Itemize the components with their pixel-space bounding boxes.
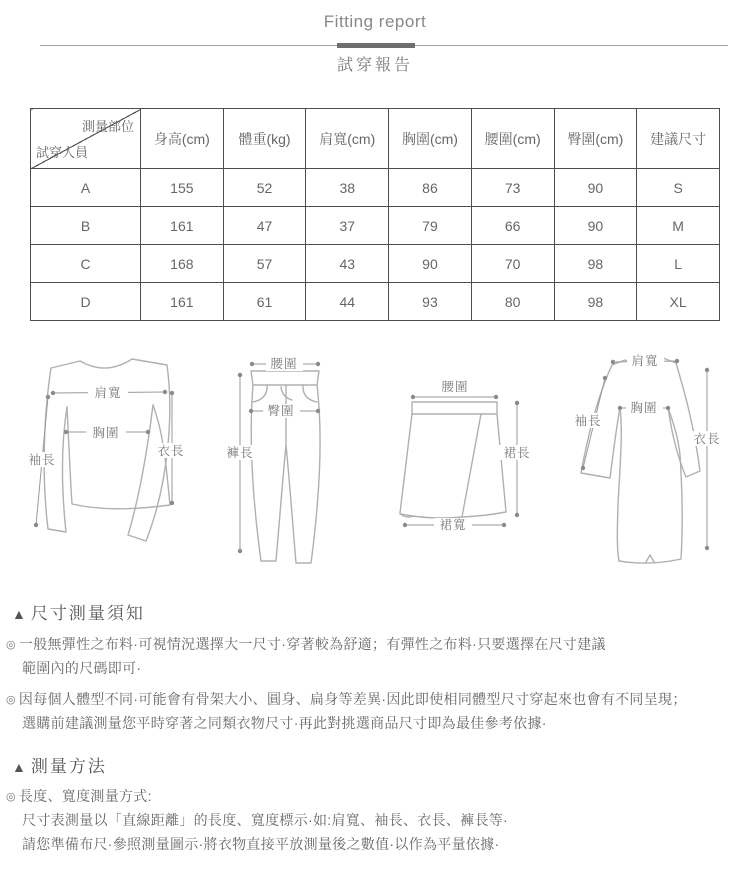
col-header-waist: 腰圍(cm) — [471, 109, 554, 169]
measure-label-skirt-waist: 腰圍 — [441, 380, 469, 394]
value-cell: 168 — [141, 245, 224, 283]
table-row — [31, 207, 720, 245]
note-line — [6, 634, 606, 654]
measure-label-sleeve: 袖長 — [28, 453, 56, 467]
col-header-hip: 臀圍(cm) — [554, 109, 637, 169]
pants-diagram — [221, 357, 320, 563]
method-text: 長度、寬度測量方式: — [18, 788, 152, 804]
page-title-en: Fitting report — [323, 12, 427, 31]
fitting-table — [30, 108, 720, 321]
col-header-height: 身高(cm) — [141, 109, 224, 169]
value-cell: 52 — [223, 169, 306, 207]
method-text: 請您準備布尺·參照測量圖示·將衣物直接平放測量後之數值·以作為平量依據· — [22, 836, 500, 852]
method-heading-text: 測量方法 — [30, 757, 107, 776]
title-divider-accent — [337, 43, 415, 48]
skirt-diagram — [400, 380, 536, 532]
value-cell: 161 — [141, 283, 224, 321]
bullet-marker: ◎ — [6, 694, 16, 706]
note-line — [22, 658, 141, 678]
value-cell: 90 — [554, 207, 637, 245]
value-cell: 70 — [471, 245, 554, 283]
title-divider — [40, 45, 728, 46]
value-cell: 66 — [471, 207, 554, 245]
note-text: 選購前建議測量您平時穿著之同類衣物尺寸·再此對挑選商品尺寸即為最佳參考依據· — [22, 715, 547, 731]
method-line — [22, 810, 508, 830]
method-line — [6, 786, 152, 806]
person-cell: B — [31, 207, 141, 245]
value-cell: 86 — [389, 169, 472, 207]
measure-label-length: 衣長 — [157, 444, 185, 458]
value-cell: 161 — [141, 207, 224, 245]
table-header-row — [31, 109, 720, 169]
method-heading — [12, 752, 107, 777]
value-cell: 98 — [554, 283, 637, 321]
col-header-shoulder: 肩寬(cm) — [306, 109, 389, 169]
notes-heading — [12, 599, 145, 624]
triangle-marker: ▲ — [12, 759, 28, 775]
measure-label-pants-length: 褲長 — [226, 446, 254, 460]
person-cell: C — [31, 245, 141, 283]
shirt-diagram — [24, 359, 190, 541]
value-cell: 90 — [389, 245, 472, 283]
dress-diagram — [569, 353, 726, 563]
corner-label-part: 測量部位 — [81, 119, 134, 134]
note-text: 因每個人體型不同·可能會有骨架大小、圓身、扁身等差異·因此即使相同體型尺寸穿起來也會有不同呈現； — [18, 691, 687, 707]
value-cell: L — [637, 245, 720, 283]
value-cell: 57 — [223, 245, 306, 283]
value-cell: 61 — [223, 283, 306, 321]
col-header-size: 建議尺寸 — [637, 109, 720, 169]
note-line — [22, 713, 547, 733]
method-text: 尺寸表測量以「直線距離」的長度、寬度標示·如:肩寬、袖長、衣長、褲長等· — [22, 812, 509, 828]
page-title-zh: 試穿報告 — [336, 57, 413, 74]
note-line — [6, 689, 687, 709]
measure-label-dress-shoulder: 肩寬 — [631, 354, 659, 368]
corner-label-person: 試穿人員 — [36, 145, 89, 160]
bullet-marker: ◎ — [6, 639, 16, 651]
measure-label-dress-length: 衣長 — [693, 432, 721, 446]
value-cell: S — [637, 169, 720, 207]
measure-label-skirt-length: 裙長 — [503, 446, 531, 460]
measure-label-chest: 胸圍 — [92, 426, 120, 440]
note-text: 範圍內的尺碼即可· — [22, 660, 142, 676]
value-cell: 73 — [471, 169, 554, 207]
triangle-marker: ▲ — [12, 606, 28, 622]
notes-heading-text: 尺寸測量須知 — [30, 604, 145, 623]
value-cell: 79 — [389, 207, 472, 245]
value-cell: 44 — [306, 283, 389, 321]
value-cell: M — [637, 207, 720, 245]
measure-label-dress-chest: 胸圍 — [630, 401, 658, 415]
table-row — [31, 283, 720, 321]
bullet-marker: ◎ — [6, 791, 16, 803]
note-text: 一般無彈性之布料·可視情況選擇大一尺寸·穿著較為舒適；有彈性之布料·只要選擇在尺寸建議 — [18, 636, 606, 652]
person-cell: D — [31, 283, 141, 321]
value-cell: 47 — [223, 207, 306, 245]
table-row — [31, 169, 720, 207]
value-cell: 43 — [306, 245, 389, 283]
measure-label-shoulder: 肩寬 — [94, 386, 122, 400]
method-line — [22, 834, 499, 854]
corner-cell — [31, 109, 141, 169]
measurement-diagrams — [0, 345, 750, 580]
value-cell: XL — [637, 283, 720, 321]
measure-label-hip: 臀圍 — [267, 404, 295, 418]
measure-label-skirt-width: 裙寬 — [439, 518, 467, 532]
value-cell: 98 — [554, 245, 637, 283]
value-cell: 93 — [389, 283, 472, 321]
value-cell: 155 — [141, 169, 224, 207]
col-header-weight: 體重(kg) — [223, 109, 306, 169]
col-header-chest: 胸圍(cm) — [389, 109, 472, 169]
person-cell: A — [31, 169, 141, 207]
value-cell: 38 — [306, 169, 389, 207]
value-cell: 37 — [306, 207, 389, 245]
value-cell: 90 — [554, 169, 637, 207]
table-row — [31, 245, 720, 283]
measure-label-dress-sleeve: 袖長 — [574, 414, 602, 428]
value-cell: 80 — [471, 283, 554, 321]
measure-label-waist: 腰圍 — [270, 357, 298, 371]
